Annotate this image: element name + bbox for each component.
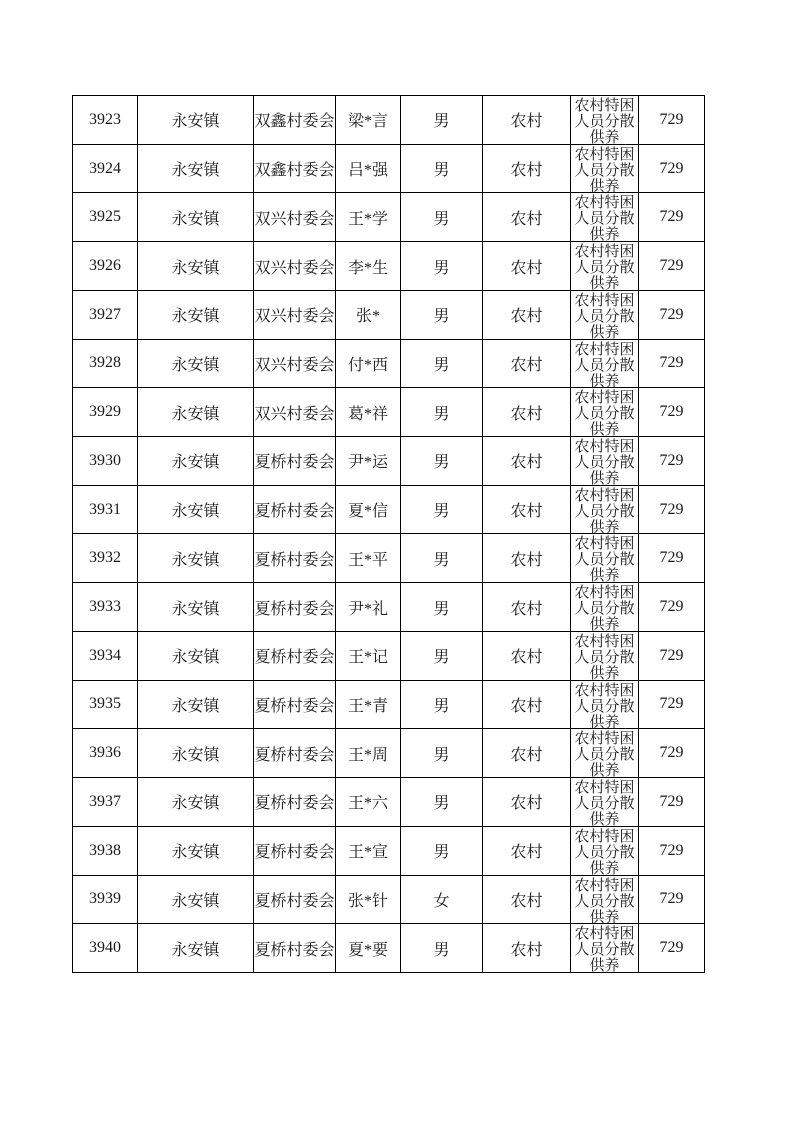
cell-support-type: 农村特困人员分散供养 bbox=[571, 729, 639, 777]
cell-person-name: 葛*祥 bbox=[336, 388, 401, 436]
table-row bbox=[73, 340, 704, 389]
table-row bbox=[73, 193, 704, 242]
cell-person-name: 张*针 bbox=[336, 876, 401, 924]
cell-amount: 729 bbox=[659, 403, 684, 421]
table-row bbox=[73, 681, 704, 730]
cell-serial: 3933 bbox=[73, 583, 138, 631]
cell-gender: 男 bbox=[401, 534, 483, 582]
cell-town: 永安镇 bbox=[138, 534, 254, 582]
cell-household-type: 农村 bbox=[483, 388, 571, 436]
cell-gender: 男 bbox=[401, 193, 483, 241]
cell-village: 夏桥村委会 bbox=[254, 632, 336, 680]
cell-serial: 3930 bbox=[73, 437, 138, 485]
cell-village: 夏桥村委会 bbox=[254, 437, 336, 485]
cell-village: 夏桥村委会 bbox=[254, 778, 336, 826]
cell-town: 永安镇 bbox=[138, 242, 254, 290]
cell-town: 永安镇 bbox=[138, 778, 254, 826]
cell-person-name: 王*记 bbox=[336, 632, 401, 680]
cell-village: 夏桥村委会 bbox=[254, 827, 336, 875]
cell-town: 永安镇 bbox=[138, 876, 254, 924]
cell-amount: 729 bbox=[659, 744, 684, 762]
cell-town: 永安镇 bbox=[138, 486, 254, 534]
cell-amount: 729 bbox=[659, 159, 684, 177]
cell-household-type: 农村 bbox=[483, 242, 571, 290]
cell-serial: 3936 bbox=[73, 729, 138, 777]
table-row bbox=[73, 729, 704, 778]
cell-serial: 3928 bbox=[73, 340, 138, 388]
cell-town: 永安镇 bbox=[138, 388, 254, 436]
cell-person-name: 李*生 bbox=[336, 242, 401, 290]
cell-serial: 3923 bbox=[73, 96, 138, 144]
cell-village: 夏桥村委会 bbox=[254, 876, 336, 924]
table-row bbox=[73, 96, 704, 145]
cell-gender: 男 bbox=[401, 924, 483, 972]
cell-town: 永安镇 bbox=[138, 924, 254, 972]
cell-serial: 3935 bbox=[73, 681, 138, 729]
cell-gender: 男 bbox=[401, 437, 483, 485]
cell-serial: 3925 bbox=[73, 193, 138, 241]
cell-town: 永安镇 bbox=[138, 632, 254, 680]
table-row bbox=[73, 291, 704, 340]
cell-support-type: 农村特困人员分散供养 bbox=[571, 827, 639, 875]
cell-household-type: 农村 bbox=[483, 681, 571, 729]
cell-gender: 男 bbox=[401, 632, 483, 680]
cell-serial: 3926 bbox=[73, 242, 138, 290]
cell-gender: 男 bbox=[401, 486, 483, 534]
cell-village: 双兴村委会 bbox=[254, 340, 336, 388]
cell-person-name: 王*青 bbox=[336, 681, 401, 729]
cell-amount: 729 bbox=[659, 939, 684, 957]
cell-support-type: 农村特困人员分散供养 bbox=[571, 486, 639, 534]
cell-household-type: 农村 bbox=[483, 632, 571, 680]
cell-town: 永安镇 bbox=[138, 96, 254, 144]
cell-person-name: 尹*运 bbox=[336, 437, 401, 485]
cell-person-name: 王*周 bbox=[336, 729, 401, 777]
cell-support-type: 农村特困人员分散供养 bbox=[571, 778, 639, 826]
cell-household-type: 农村 bbox=[483, 827, 571, 875]
table-row bbox=[73, 632, 704, 681]
cell-gender: 男 bbox=[401, 145, 483, 193]
cell-serial: 3938 bbox=[73, 827, 138, 875]
cell-household-type: 农村 bbox=[483, 340, 571, 388]
cell-person-name: 夏*信 bbox=[336, 486, 401, 534]
cell-support-type: 农村特困人员分散供养 bbox=[571, 437, 639, 485]
cell-village: 夏桥村委会 bbox=[254, 729, 336, 777]
cell-gender: 男 bbox=[401, 583, 483, 631]
cell-amount: 729 bbox=[659, 257, 684, 275]
cell-gender: 男 bbox=[401, 340, 483, 388]
cell-village: 双兴村委会 bbox=[254, 242, 336, 290]
cell-amount: 729 bbox=[659, 549, 684, 567]
table-row bbox=[73, 534, 704, 583]
cell-household-type: 农村 bbox=[483, 876, 571, 924]
cell-support-type: 农村特困人员分散供养 bbox=[571, 96, 639, 144]
cell-support-type: 农村特困人员分散供养 bbox=[571, 340, 639, 388]
cell-village: 双兴村委会 bbox=[254, 388, 336, 436]
cell-amount: 729 bbox=[659, 890, 684, 908]
cell-gender: 男 bbox=[401, 242, 483, 290]
table-row bbox=[73, 876, 704, 925]
cell-town: 永安镇 bbox=[138, 681, 254, 729]
cell-support-type: 农村特困人员分散供养 bbox=[571, 242, 639, 290]
cell-amount: 729 bbox=[659, 695, 684, 713]
cell-town: 永安镇 bbox=[138, 291, 254, 339]
cell-gender: 女 bbox=[401, 876, 483, 924]
cell-village: 夏桥村委会 bbox=[254, 924, 336, 972]
cell-household-type: 农村 bbox=[483, 145, 571, 193]
cell-serial: 3939 bbox=[73, 876, 138, 924]
cell-amount: 729 bbox=[659, 354, 684, 372]
benefits-table bbox=[72, 95, 705, 973]
cell-person-name: 夏*要 bbox=[336, 924, 401, 972]
table-row bbox=[73, 388, 704, 437]
table-row bbox=[73, 486, 704, 535]
cell-town: 永安镇 bbox=[138, 583, 254, 631]
cell-amount: 729 bbox=[659, 305, 684, 323]
cell-gender: 男 bbox=[401, 827, 483, 875]
cell-serial: 3932 bbox=[73, 534, 138, 582]
cell-person-name: 吕*强 bbox=[336, 145, 401, 193]
cell-household-type: 农村 bbox=[483, 291, 571, 339]
cell-support-type: 农村特困人员分散供养 bbox=[571, 388, 639, 436]
cell-village: 夏桥村委会 bbox=[254, 681, 336, 729]
cell-person-name: 梁*言 bbox=[336, 96, 401, 144]
cell-town: 永安镇 bbox=[138, 145, 254, 193]
cell-support-type: 农村特困人员分散供养 bbox=[571, 681, 639, 729]
cell-town: 永安镇 bbox=[138, 729, 254, 777]
cell-town: 永安镇 bbox=[138, 193, 254, 241]
cell-village: 夏桥村委会 bbox=[254, 534, 336, 582]
cell-person-name: 王*学 bbox=[336, 193, 401, 241]
table-row bbox=[73, 437, 704, 486]
cell-serial: 3940 bbox=[73, 924, 138, 972]
cell-gender: 男 bbox=[401, 681, 483, 729]
cell-gender: 男 bbox=[401, 388, 483, 436]
cell-person-name: 张* bbox=[336, 291, 401, 339]
cell-amount: 729 bbox=[659, 500, 684, 518]
cell-support-type: 农村特困人员分散供养 bbox=[571, 193, 639, 241]
cell-serial: 3924 bbox=[73, 145, 138, 193]
cell-village: 双鑫村委会 bbox=[254, 96, 336, 144]
cell-person-name: 付*西 bbox=[336, 340, 401, 388]
cell-amount: 729 bbox=[659, 646, 684, 664]
cell-support-type: 农村特困人员分散供养 bbox=[571, 534, 639, 582]
table-row bbox=[73, 924, 704, 975]
cell-amount: 729 bbox=[659, 792, 684, 810]
cell-village: 双鑫村委会 bbox=[254, 145, 336, 193]
table-row bbox=[73, 583, 704, 632]
cell-support-type: 农村特困人员分散供养 bbox=[571, 876, 639, 924]
table-row bbox=[73, 827, 704, 876]
cell-person-name: 尹*礼 bbox=[336, 583, 401, 631]
cell-support-type: 农村特困人员分散供养 bbox=[571, 632, 639, 680]
cell-town: 永安镇 bbox=[138, 437, 254, 485]
cell-village: 夏桥村委会 bbox=[254, 583, 336, 631]
cell-amount: 729 bbox=[659, 208, 684, 226]
cell-household-type: 农村 bbox=[483, 193, 571, 241]
cell-amount: 729 bbox=[659, 598, 684, 616]
cell-household-type: 农村 bbox=[483, 924, 571, 972]
cell-town: 永安镇 bbox=[138, 827, 254, 875]
cell-person-name: 王*平 bbox=[336, 534, 401, 582]
cell-support-type: 农村特困人员分散供养 bbox=[571, 291, 639, 339]
cell-serial: 3937 bbox=[73, 778, 138, 826]
cell-serial: 3927 bbox=[73, 291, 138, 339]
cell-household-type: 农村 bbox=[483, 778, 571, 826]
cell-household-type: 农村 bbox=[483, 729, 571, 777]
cell-serial: 3929 bbox=[73, 388, 138, 436]
cell-village: 双兴村委会 bbox=[254, 291, 336, 339]
cell-serial: 3931 bbox=[73, 486, 138, 534]
cell-household-type: 农村 bbox=[483, 437, 571, 485]
cell-person-name: 王*六 bbox=[336, 778, 401, 826]
cell-person-name: 王*宣 bbox=[336, 827, 401, 875]
cell-support-type: 农村特困人员分散供养 bbox=[571, 583, 639, 631]
cell-town: 永安镇 bbox=[138, 340, 254, 388]
cell-support-type: 农村特困人员分散供养 bbox=[571, 924, 639, 972]
cell-support-type: 农村特困人员分散供养 bbox=[571, 145, 639, 193]
cell-gender: 男 bbox=[401, 778, 483, 826]
cell-village: 夏桥村委会 bbox=[254, 486, 336, 534]
table-row bbox=[73, 145, 704, 194]
cell-gender: 男 bbox=[401, 291, 483, 339]
cell-gender: 男 bbox=[401, 729, 483, 777]
cell-gender: 男 bbox=[401, 96, 483, 144]
table-row bbox=[73, 778, 704, 827]
cell-village: 双兴村委会 bbox=[254, 193, 336, 241]
cell-household-type: 农村 bbox=[483, 534, 571, 582]
table-row bbox=[73, 242, 704, 291]
cell-amount: 729 bbox=[659, 110, 684, 128]
cell-amount: 729 bbox=[659, 451, 684, 469]
cell-household-type: 农村 bbox=[483, 486, 571, 534]
cell-serial: 3934 bbox=[73, 632, 138, 680]
cell-amount: 729 bbox=[659, 841, 684, 859]
cell-household-type: 农村 bbox=[483, 96, 571, 144]
cell-household-type: 农村 bbox=[483, 583, 571, 631]
